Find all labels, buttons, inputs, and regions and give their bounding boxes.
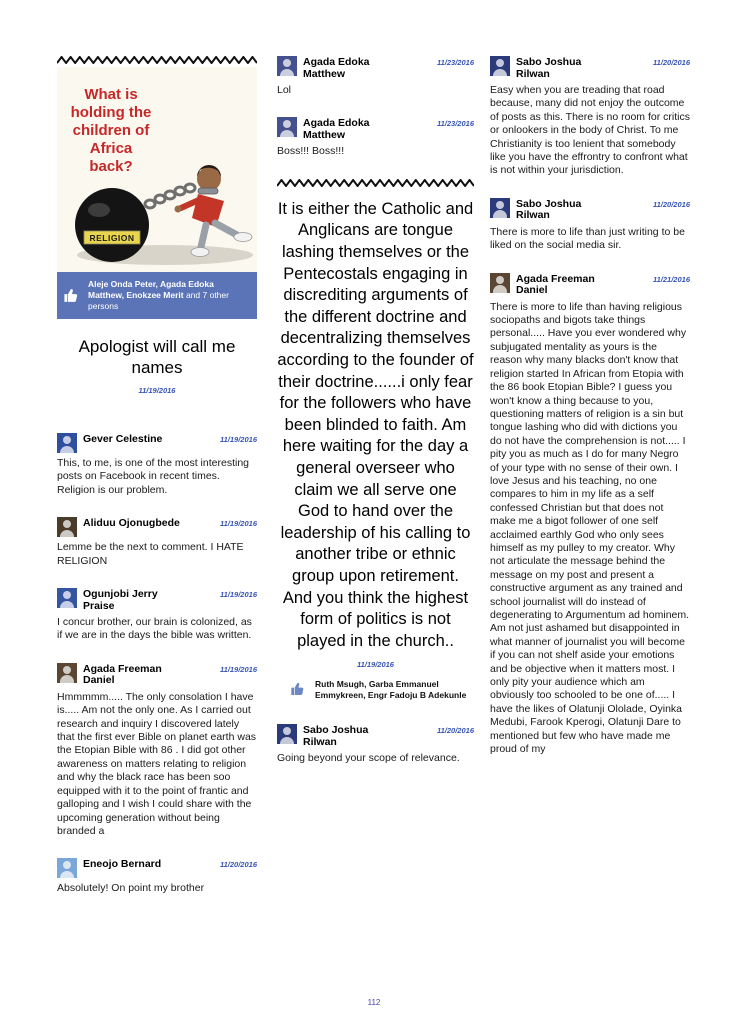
- comment-date: 11/20/2016: [437, 726, 474, 736]
- comment-author: Agada Edoka Matthew: [303, 117, 370, 141]
- comment-text: Easy when you are treading that road because, many did not enjoy the outcome of posts as this. There is no room for critics or onlookers in the body of Christ. To me Christianity is too lenient that somebody like you have the effrontry to confront what is not within your jurisdiction.: [490, 84, 690, 177]
- comment: [490, 273, 690, 757]
- avatar: [277, 724, 297, 744]
- avatar: [490, 198, 510, 218]
- comment-author: Agada Edoka Matthew: [303, 56, 370, 80]
- likes-names: Ruth Msugh, Garba Emmanuel Emmykreen, Engr Fadoju B Adekunle: [315, 679, 467, 700]
- avatar: [57, 433, 77, 453]
- right-column: [490, 56, 690, 776]
- avatar: [277, 56, 297, 76]
- comment-date: 11/21/2016: [653, 274, 690, 284]
- comment-author: Aliduu Ojonugbede: [83, 517, 180, 530]
- ball-graphic: [75, 188, 149, 262]
- comment-text: This, to me, is one of the most interesting posts on Facebook in recent times. Religion is our problem.: [57, 457, 250, 496]
- comment: [277, 56, 474, 97]
- ball-label: RELIGION: [89, 233, 135, 243]
- page-number: 112: [367, 998, 381, 1007]
- comment: [57, 433, 257, 497]
- likes-row: [277, 679, 474, 700]
- thumbs-up-icon: [290, 681, 306, 697]
- likes-names: Aleje Onda Peter, Agada Edoka Matthew, Enokzee Merit: [88, 279, 214, 300]
- left-column: [57, 56, 257, 916]
- post-title: Apologist will call me names: [78, 337, 236, 377]
- avatar: [490, 273, 510, 293]
- avatar: [57, 517, 77, 537]
- comment-text: Lol: [277, 84, 292, 96]
- cartoon-caption-line: children of: [72, 122, 150, 139]
- comment-date: 11/23/2016: [437, 58, 474, 67]
- comment-author: Ogunjobi Jerry Praise: [83, 588, 158, 612]
- comment: [277, 117, 474, 158]
- comment-text: Absolutely! On point my brother: [57, 882, 205, 895]
- cartoon-caption-line: holding the: [70, 104, 152, 121]
- comment: [57, 517, 257, 568]
- post-body: It is either the Catholic and Anglicans are tongue lashing themselves or the Pentecostals engaging in discrediting arguments of the different doctrine and decentralizing themselves according to the founder of their doctrine......i only fear for the followers who have been blinded to faith. Am here waiting for the day a general overseer who claim we all serve one God to hand over the leadership of his calling to another tribe or ethnic group upon retirement. And you think the highest form of politics is not played in the church..: [277, 199, 474, 650]
- avatar: [57, 663, 77, 683]
- comment-text: There is more to life than just writing to be liked on the social media sir.: [490, 225, 685, 252]
- comment-date: 11/19/2016: [220, 519, 257, 529]
- comment: [490, 198, 690, 253]
- comment-author: Sabo Joshua Rilwan: [516, 56, 582, 80]
- cartoon-caption-line: back?: [89, 158, 133, 175]
- comment: [57, 588, 257, 643]
- comment-date: 11/19/2016: [220, 435, 257, 444]
- avatar: [57, 588, 77, 608]
- comment-text: Hmmmmm..... The only consolation I have is..... Am not the only one. As I carried out research and inquiry I discovered lately that the first ever Bible on planet earth was the Etopian Bible with 86 . I did got other awareness on matters relating to religion and why the black race has been soo equipped with it to the point of frantic and galloping and I wish I could share with the upcoming generation without being branded a: [57, 690, 257, 837]
- zigzag-divider: [277, 179, 474, 187]
- comment: [57, 663, 257, 838]
- comment-author: Sabo Joshua Rilwan: [516, 197, 582, 222]
- comment: [57, 858, 257, 895]
- thumbs-up-icon: [63, 287, 80, 304]
- comment-text: Going beyond your scope of relevance.: [277, 752, 460, 765]
- zigzag-divider: [57, 56, 257, 64]
- likes-text: [88, 279, 249, 312]
- comment-date: 11/23/2016: [437, 119, 474, 129]
- post-date: 11/19/2016: [357, 660, 394, 670]
- middle-column: [277, 56, 474, 786]
- comment-text: There is more to life than having religious sociopaths and bigots take things personal..... Have you ever wondered why subjugated mentality as yours is the reason why many blacks don't know that religion started In African from Etopia with the 86 book Etopian Bible? I guess you won't know a thing because to you, questioning matters of religion is a sin but tongue lashing who did with dictions you do not have the comprehension is not..... I pity you as much as I do for many Negro of your type with no sense of their own. I love Jesus and his teaching, no one compares to him in my life as a self confessed Christian but that does not make me a bigot follower of one self acclaimed earthly God who only sees himself as my pulley to my creator. Why not articulate the message behind the message on my post and present a constructive argument as any trained and school journalist will do instead of degenerating to Argumentum ad hominem. Am not just ashamed but disappointed in what manner of journalist you will become if you can not shelf aside your emotions and be objective when it matters most. I only pity your audience which am obviously too schooled to be one of..... I have the likes of Olatunji Ololade, Oyinka Medubi, Farook Kperogi, Olatunji Dare to mentioned but few who have made me proud of my: [490, 300, 690, 756]
- comment-text: Boss!!! Boss!!!: [277, 145, 345, 158]
- avatar: [490, 56, 510, 76]
- comment: [277, 724, 474, 765]
- comment-author: Agada Freeman Daniel: [516, 272, 595, 297]
- comment: [490, 56, 690, 178]
- cartoon-caption-line: Africa: [89, 140, 133, 157]
- comment-list: [57, 433, 257, 896]
- comment-date: 11/20/2016: [653, 199, 690, 209]
- comment-author: Agada Freeman Daniel: [83, 662, 162, 687]
- avatar: [57, 858, 77, 878]
- comment-text: Lemme be the next to comment. I HATE RELIGION: [57, 541, 244, 567]
- comment-date: 11/19/2016: [220, 590, 257, 600]
- cartoon-image: [57, 67, 257, 272]
- likes-others: and 7 other persons: [88, 290, 229, 311]
- comment-author: Sabo Joshua Rilwan: [303, 724, 369, 748]
- comment-date: 11/20/2016: [220, 860, 257, 870]
- likes-bar: [57, 272, 257, 319]
- cartoon-caption-line: What is: [84, 86, 138, 103]
- comment-text: I concur brother, our brain is colonized, as if we are in the days the bible was written.: [57, 616, 252, 642]
- comment-author: Eneojo Bernard: [83, 858, 162, 871]
- comment-author: Gever Celestine: [83, 433, 163, 445]
- comment-date: 11/20/2016: [653, 58, 690, 67]
- avatar: [277, 117, 297, 137]
- comment-date: 11/19/2016: [220, 664, 257, 674]
- post-date: 11/19/2016: [138, 386, 176, 395]
